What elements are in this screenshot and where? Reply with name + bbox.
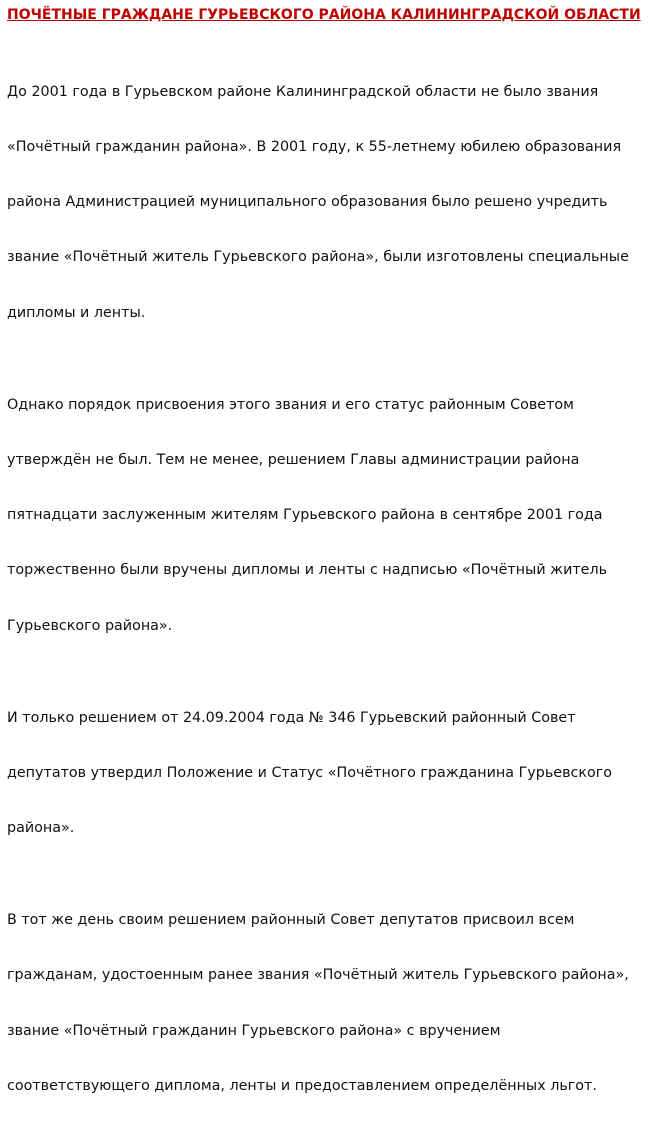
paragraph-2: [7, 359, 643, 672]
paragraph-line: звание «Почётный житель Гурьевского района», были изготовлены специальные: [7, 249, 629, 266]
paragraph-line: И только решением от 24.09.2004 года № 346 Гурьевский районный Совет: [7, 709, 576, 726]
paragraph-line: До 2001 года в Гурьевском районе Калининградской области не было звания: [7, 83, 599, 100]
paragraph-4: [7, 874, 643, 1132]
document-body: [7, 46, 643, 1132]
paragraph-line: дипломы и ленты.: [7, 304, 146, 321]
paragraph-line: Однако порядок присвоения этого звания и его статус районным Советом: [7, 396, 574, 413]
paragraph-line: депутатов утвердил Положение и Статус «Почётного гражданина Гурьевского: [7, 764, 612, 781]
paragraph-line: района».: [7, 820, 75, 837]
paragraph-1: [7, 46, 643, 359]
paragraph-3: [7, 672, 643, 874]
paragraph-line: гражданам, удостоенным ранее звания «Почётный житель Гурьевского района»,: [7, 967, 629, 984]
paragraph-line: пятнадцати заслуженным жителям Гурьевского района в сентябре 2001 года: [7, 507, 603, 524]
paragraph-line: Гурьевского района».: [7, 617, 173, 634]
paragraph-line: В тот же день своим решением районный Совет депутатов присвоил всем: [7, 912, 575, 929]
paragraph-line: торжественно были вручены дипломы и ленты с надписью «Почётный житель: [7, 562, 608, 579]
paragraph-line: соответствующего диплома, ленты и предоставлением определённых льгот.: [7, 1077, 597, 1094]
paragraph-line: утверждён не был. Тем не менее, решением Главы администрации района: [7, 451, 580, 468]
page-title: ПОЧЁТНЫЕ ГРАЖДАНЕ ГУРЬЕВСКОГО РАЙОНА КАЛИНИНГРАДСКОЙ ОБЛАСТИ: [7, 7, 641, 23]
document-page: [7, 6, 643, 1132]
paragraph-line: «Почётный гражданин района». В 2001 году, к 55-летнему юбилею образования: [7, 139, 622, 156]
paragraph-line: звание «Почётный гражданин Гурьевского района» с вручением: [7, 1022, 501, 1039]
paragraph-line: района Администрацией муниципального образования было решено учредить: [7, 194, 608, 211]
